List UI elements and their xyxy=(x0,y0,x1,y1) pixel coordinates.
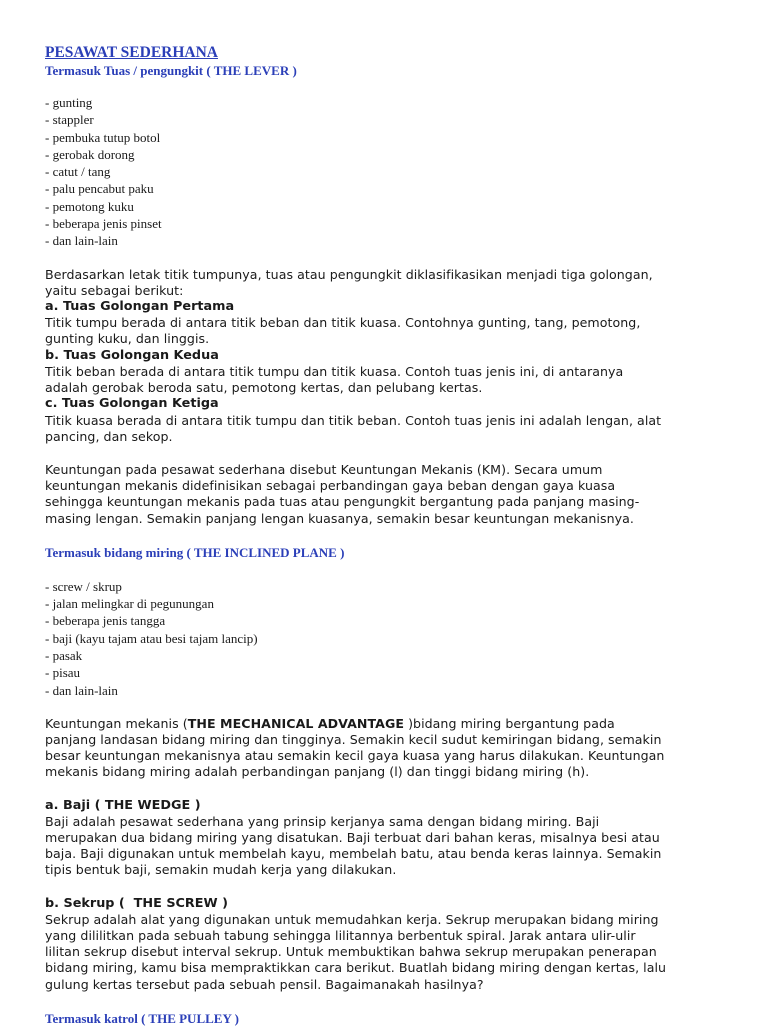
list-item: - pisau xyxy=(45,665,81,681)
lever-intro: Berdasarkan letak titik tumpunya, tuas atau pengungkit diklasifikasikan menjadi tiga golongan, yaitu sebagai berikut: xyxy=(45,266,653,298)
lever-list xyxy=(45,94,735,250)
list-item: - stappler xyxy=(45,112,94,128)
mechanical-advantage-paragraph: Keuntungan pada pesawat sederhana disebut Keuntungan Mekanis (KM). Secara umum keuntungan mekanis didefinisikan sebagai perbandingan gaya beban dengan gaya kuasa sehingga keuntungan mekanis pada tuas atau pengungkit bergantung pada panjang masing- masing lengan. Semakin panjang lengan kuasanya, semakin besar keuntungan mekanisnya. xyxy=(45,461,640,526)
document-page xyxy=(45,44,735,1027)
list-item: - pasak xyxy=(45,647,83,663)
list-item: - dan lain-lain xyxy=(45,233,118,249)
list-item: - jalan melingkar di pegunungan xyxy=(45,596,214,612)
lever-class-text: Titik beban berada di antara titik tumpu dan titik kuasa. Contoh tuas jenis ini, di antaranya adalah gerobak beroda satu, pemotong kertas, dan pelubang kertas. xyxy=(45,363,624,396)
lever-class-heading: b. Tuas Golongan Kedua xyxy=(45,347,219,363)
list-item: - beberapa jenis tangga xyxy=(45,613,166,629)
incline-list xyxy=(45,578,735,699)
lever-class-text: Titik kuasa berada di antara titik tumpu dan titik beban. Contoh tuas jenis ini adalah lengan, alat pancing, dan sekop. xyxy=(45,412,662,444)
list-item: - catut / tang xyxy=(45,164,111,180)
wedge-text: Baji adalah pesawat sederhana yang prinsip kerjanya sama dengan bidang miring. Baji merupakan dua bidang miring yang disatukan. Baji terbuat dari bahan keras, misalnya besi atau baja. Baji digunakan untuk membelah kayu, membelah batu, atau benda keras lainnya. Semakin tipis bentuk baji, semakin mudah kerja yang dilakukan. xyxy=(45,813,662,878)
lever-subtitle: Termasuk Tuas / pengungkit ( THE LEVER ) xyxy=(45,63,297,78)
list-item: - screw / skrup xyxy=(45,578,122,594)
lever-class-heading: a. Tuas Golongan Pertama xyxy=(45,299,235,315)
screw-text: Sekrup adalah alat yang digunakan untuk memudahkan kerja. Sekrup merupakan bidang miring yang dililitkan pada sebuah tabung sehingga lilitannya berbentuk spiral. Jarak antara ulir-ulir lilitan sekrup disebut interval sekrup. Untuk membuktikan bahwa sekrup merupakan penerapan bidang miring, kamu bisa mempraktikkan cara berikut. Buatlah bidang miring dengan kertas, lalu gulung kertas tersebut pada sebuah pensil. Bagaimanakah hasilnya? xyxy=(45,911,667,992)
list-item: - beberapa jenis pinset xyxy=(45,216,162,232)
screw-heading: b. Sekrup ( THE SCREW ) xyxy=(45,895,228,911)
list-item: - palu pencabut paku xyxy=(45,181,154,197)
incline-advantage-paragraph: Keuntungan mekanis (THE MECHANICAL ADVANTAGE )bidang miring bergantung pada panjang landasan bidang miring dan tingginya. Semakin kecil sudut kemiringan bidang, semakin besar keuntungan mekanisnya atau semakin kecil gaya kuasa yang harus dilakukan. Keuntungan mekanis bidang miring adalah perbandingan panjang (l) dan tinggi bidang miring (h). xyxy=(45,715,665,780)
document-title: PESAWAT SEDERHANA xyxy=(45,44,218,61)
list-item: - baji (kayu tajam atau besi tajam lancip) xyxy=(45,630,258,646)
lever-class-text: Titik tumpu berada di antara titik beban dan titik kuasa. Contohnya gunting, tang, pemotong, gunting kuku, dan linggis. xyxy=(45,315,641,347)
wedge-heading: a. Baji ( THE WEDGE ) xyxy=(45,797,201,813)
pulley-subtitle: Termasuk katrol ( THE PULLEY ) xyxy=(45,1010,239,1026)
lever-class-heading: c. Tuas Golongan Ketiga xyxy=(45,396,219,412)
list-item: - gerobak dorong xyxy=(45,146,135,162)
list-item: - gunting xyxy=(45,95,93,110)
list-item: - dan lain-lain xyxy=(45,682,118,698)
list-item: - pemotong kuku xyxy=(45,198,134,214)
list-item: - pembuka tutup botol xyxy=(45,129,161,145)
incline-subtitle: Termasuk bidang miring ( THE INCLINED PLANE ) xyxy=(45,544,345,560)
